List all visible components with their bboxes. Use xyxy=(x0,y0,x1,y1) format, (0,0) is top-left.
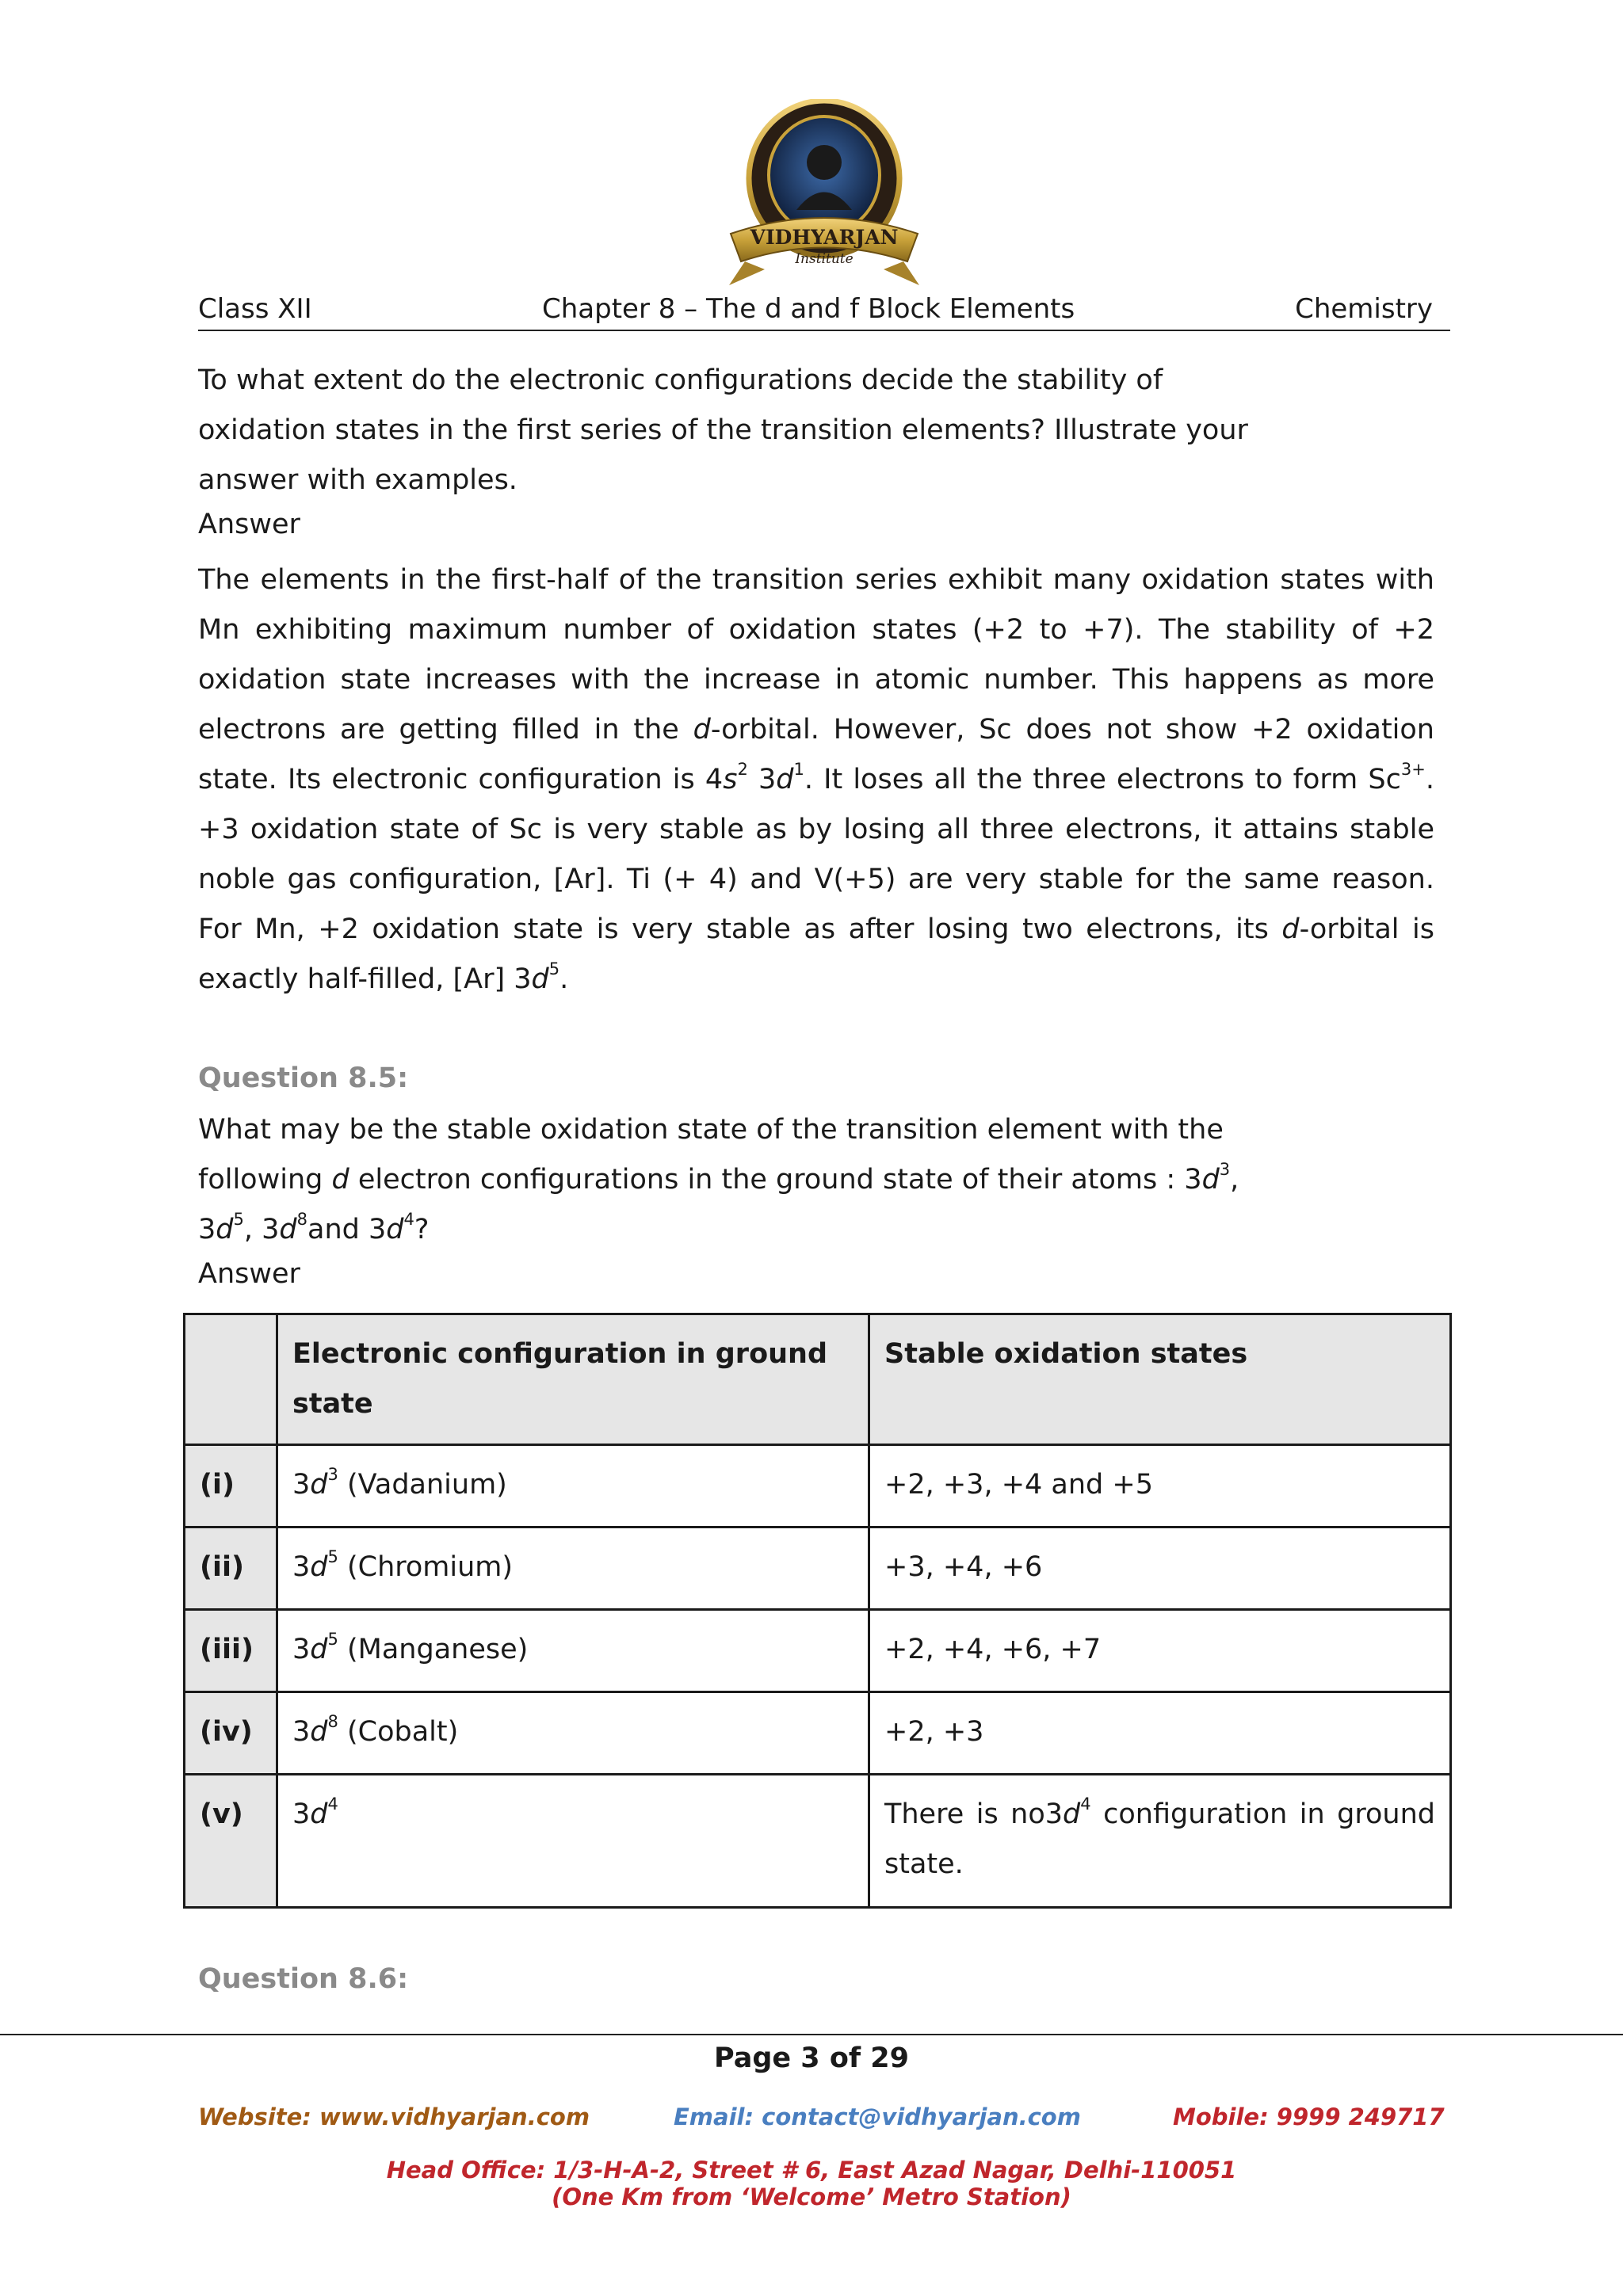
question-8-5-label: Question 8.5: xyxy=(198,1062,409,1094)
header-subject: Chemistry xyxy=(1295,293,1433,325)
row-states: +2, +3 xyxy=(869,1692,1451,1775)
institute-logo xyxy=(713,99,935,293)
row-states: +2, +3, +4 and +5 xyxy=(869,1445,1451,1527)
footer-divider xyxy=(0,2034,1623,2035)
row-states: +2, +4, +6, +7 xyxy=(869,1610,1451,1692)
row-config: $3d^4$ xyxy=(277,1775,869,1908)
footer-mobile: Mobile: 9999 249717 xyxy=(1173,2103,1445,2130)
table-header-config: Electronic configuration in ground state xyxy=(277,1314,869,1445)
header-chapter: Chapter 8 – The d and f Block Elements xyxy=(542,293,1075,325)
logo-figure-head xyxy=(807,145,842,180)
oxidation-states-table xyxy=(183,1313,1452,1909)
logo-text-sub: Institute xyxy=(795,251,854,267)
row-number: (ii) xyxy=(185,1527,277,1610)
footer-office-address: Head Office: 1/3-H-A-2, Street # 6, East Azad Nagar, Delhi-110051 xyxy=(386,2157,1237,2183)
question-text: To what extent do the electronic configurations decide the stability of oxidation states in the first series of the transition elements? Illustrate your answer with examples. xyxy=(198,364,1248,496)
table-row xyxy=(185,1692,1451,1775)
header-class: Class XII xyxy=(198,293,312,325)
row-number: (v) xyxy=(185,1775,277,1908)
footer-office-landmark: (One Km from ‘Welcome’ Metro Station) xyxy=(552,2183,1071,2210)
row-config: $3d^5$ (Manganese) xyxy=(277,1610,869,1692)
row-config: $3d^8$ (Cobalt) xyxy=(277,1692,869,1775)
answer-label: Answer xyxy=(198,509,300,540)
table-row xyxy=(185,1610,1451,1692)
question-8-6-label: Question 8.6: xyxy=(198,1963,409,1995)
question-8-5-text: What may be the stable oxidation state of the transition element with the following d electron configurations in the ground state of their atoms : $3d^3$, $3d^5$, $3d^8and$ $3d^4$? xyxy=(198,1114,1239,1245)
table-row xyxy=(185,1527,1451,1610)
page-number: Page 3 of 29 xyxy=(713,2042,909,2074)
row-states: There is $no3d^4$ configuration in ground state. xyxy=(869,1775,1451,1908)
row-config: $3d^3$ (Vadanium) xyxy=(277,1445,869,1527)
row-number: (iv) xyxy=(185,1692,277,1775)
table-row xyxy=(185,1445,1451,1527)
footer-website-link[interactable]: Website: www.vidhyarjan.com xyxy=(198,2103,590,2130)
answer-label-8-5: Answer xyxy=(198,1258,300,1290)
logo-text-main: VIDHYARJAN xyxy=(750,226,899,249)
footer-email-link[interactable]: Email: contact@vidhyarjan.com xyxy=(674,2103,1081,2130)
page-header xyxy=(198,292,1450,331)
row-number: (iii) xyxy=(185,1610,277,1692)
row-config: $3d^5$ (Chromium) xyxy=(277,1527,869,1610)
row-states: +3, +4, +6 xyxy=(869,1527,1451,1610)
table-header-states: Stable oxidation states xyxy=(869,1314,1451,1445)
row-number: (i) xyxy=(185,1445,277,1527)
table-row xyxy=(185,1775,1451,1908)
table-header-num xyxy=(185,1314,277,1445)
table-header-row xyxy=(185,1314,1451,1445)
answer-body: The elements in the first-half of the transition series exhibit many oxidation states with Mn exhibiting maximum number of oxidation states (+2 to +7). The stability of +2 oxidation state increases with the increase in atomic number. This happens as more electrons are getting filled in the d-orbital. However, Sc does not show +2 oxidation state. Its electronic configuration is $4s^2$ $3d^1$. It loses all the three electrons to form $Sc^{3+}$. +3 oxidation state of Sc is very stable as by losing all three electrons, it attains stable noble gas configuration, [Ar]. Ti (+ 4) and V(+5) are very stable for the same reason. For Mn, +2 oxidation state is very stable as after losing two electrons, its d-orbital is exactly half-filled, [Ar] $3d^5$. xyxy=(198,564,1435,995)
question-8-4-text xyxy=(198,356,1252,505)
